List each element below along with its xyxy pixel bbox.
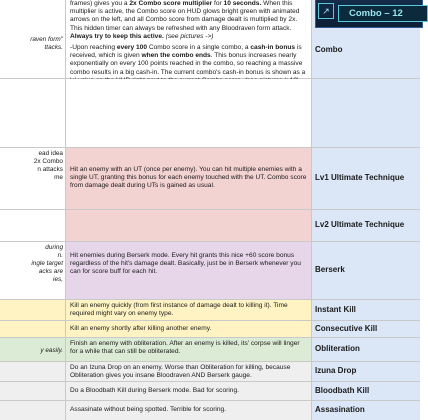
left-note: ead idea 2x Combo n attacks me — [33, 150, 63, 181]
bonus-name: Assasination — [315, 405, 365, 415]
bonus-name: Izuna Drop — [315, 366, 357, 376]
bonus-name-cell[interactable] — [312, 79, 420, 147]
row-izuna-drop[interactable] — [0, 362, 420, 382]
bonus-name: Lv2 Ultimate Technique — [315, 220, 405, 230]
left-note-cell[interactable] — [0, 362, 66, 381]
description-cell[interactable] — [66, 79, 312, 147]
row-bloodbath-kill[interactable] — [0, 382, 420, 401]
description-text-run: Finish an enemy with obliteration. After an enemy is killed, its' corpse will linger for a while that can still be obliterated. — [70, 340, 300, 356]
description-text-run: -Upon reaching — [70, 44, 117, 52]
description-text-run: . This bonus increases nearly exponentially on every 100 points reached in the combo, so reaching a massive combo results in a big cash-in. The current combo's cash-in bonus is shown as a — [70, 52, 306, 76]
description-text-run: Combo score in a single combo, a — [147, 44, 251, 52]
bonus-name-cell[interactable] — [312, 401, 420, 420]
description-text-run: Always try to keep this active. — [70, 32, 164, 40]
description-text-run: every 100 — [116, 44, 147, 52]
description-text-run: (see pictures ->) — [165, 32, 214, 40]
description-text-run: frames) gives you a — [70, 0, 130, 7]
description-text-run: when the combo ends — [141, 52, 211, 60]
combo-hud-text: Combo – 12 — [338, 5, 428, 22]
left-note-cell[interactable] — [0, 300, 66, 320]
bonus-name-cell[interactable] — [312, 242, 420, 299]
description-paragraph — [70, 325, 307, 333]
left-note: raven form" ttacks. — [30, 36, 63, 51]
row-berserk[interactable] — [0, 242, 420, 300]
description-paragraph — [70, 340, 307, 356]
left-note-cell[interactable] — [0, 242, 66, 299]
left-note-cell[interactable] — [0, 382, 66, 400]
description-text-run: Do an Izuna Drop on an enemy. Worse than Obliteration for killing, because Obliteration gives you insane Bloodraven AND Berserk gauge. — [70, 364, 291, 380]
description-paragraph — [70, 302, 307, 318]
bonus-name-cell[interactable] — [312, 362, 420, 381]
bonus-name-cell[interactable] — [312, 210, 420, 241]
left-note: during n. ingle target acks are ies, — [31, 244, 63, 283]
left-note-cell[interactable] — [0, 338, 66, 361]
description-text-run: When this multiplier is active, the Combo score on HUD glows bright green with animated arrows on the left, and all Combo score from damage dealt is multiplied by 2x. This hidden timer can always be refreshed with any Bloodraven form attack. — [70, 0, 300, 32]
left-note-cell[interactable] — [0, 401, 66, 420]
combo-hud-picture — [315, 0, 423, 28]
description-cell[interactable] — [66, 401, 312, 420]
description-text-run: for — [212, 0, 224, 7]
description-paragraph — [70, 406, 307, 414]
bonus-name: Combo — [315, 44, 343, 54]
bonus-name: Berserk — [315, 265, 345, 275]
description-cell[interactable] — [66, 210, 312, 241]
description-text-run: Hit enemies during Berserk mode. Every hit grants this nice +60 score bonus regardless of the hit's damage dealt. Basically, just be in Berserk whenever you can for score buff for each hit. — [70, 252, 301, 276]
row-lv1-ut[interactable] — [0, 148, 420, 210]
description-paragraph — [70, 0, 307, 41]
left-note: y easily. — [40, 347, 63, 354]
bonus-name-cell[interactable] — [312, 321, 420, 337]
description-text-run: is received, which is given — [70, 44, 302, 60]
description-text-run: Hit an enemy with an UT (once per enemy). You can hit multiple enemies with a single UT, granting this bonus for each enemy touched with the UT. Combo score from damage dealt during UTs is gained as usual. — [70, 166, 307, 190]
description-paragraph — [70, 364, 307, 380]
description-cell[interactable] — [66, 242, 312, 299]
row-assasination[interactable] — [0, 401, 420, 420]
description-text-run: 10 seconds. — [223, 0, 262, 7]
description-cell[interactable] — [66, 321, 312, 337]
description-text-run: Kill an enemy quickly (from first instance of damage dealt to killing it). Time required might vary on enemy type. — [70, 302, 288, 318]
row-spacer — [0, 79, 420, 148]
description-text-run: 2x Combo score multiplier — [129, 0, 213, 7]
trend-arrow-icon: ↗ — [318, 3, 334, 19]
bonus-name: Bloodbath Kill — [315, 385, 370, 395]
bonus-name: Lv1 Ultimate Technique — [315, 173, 405, 183]
description-paragraph — [70, 387, 307, 395]
description-cell[interactable] — [66, 362, 312, 381]
bonus-name: Obliteration — [315, 344, 360, 354]
bonus-name: Consecutive Kill — [315, 323, 378, 333]
row-lv2-ut[interactable] — [0, 210, 420, 242]
description-cell[interactable] — [66, 382, 312, 400]
row-obliteration[interactable] — [0, 338, 420, 362]
description-paragraph — [70, 252, 307, 277]
left-note-cell[interactable] — [0, 321, 66, 337]
description-cell[interactable] — [66, 338, 312, 361]
description-text-run: Assasinate without being spotted. Terrible for scoring. — [70, 406, 227, 413]
description-cell[interactable] — [66, 148, 312, 209]
bonus-name-cell[interactable] — [312, 338, 420, 361]
left-note-cell[interactable] — [0, 148, 66, 209]
row-instant-kill[interactable] — [0, 300, 420, 321]
bonus-name-cell[interactable] — [312, 382, 420, 400]
description-paragraph — [70, 166, 307, 191]
description-text-run: Do a Bloodbath Kill during Berserk mode. Bad for scoring. — [70, 387, 239, 394]
left-note-cell[interactable] — [0, 79, 66, 147]
left-note-cell[interactable] — [0, 210, 66, 241]
bonus-name-cell[interactable] — [312, 300, 420, 320]
bonus-name: Instant Kill — [315, 304, 356, 314]
description-text-run: Kill an enemy shortly after killing another enemy. — [70, 325, 212, 332]
bonus-name-cell[interactable] — [312, 148, 420, 209]
row-consecutive-kill[interactable] — [0, 321, 420, 338]
description-text-run: cash-in bonus — [250, 44, 296, 52]
description-cell[interactable] — [66, 0, 312, 78]
left-note-cell[interactable] — [0, 0, 66, 78]
description-cell[interactable] — [66, 300, 312, 320]
